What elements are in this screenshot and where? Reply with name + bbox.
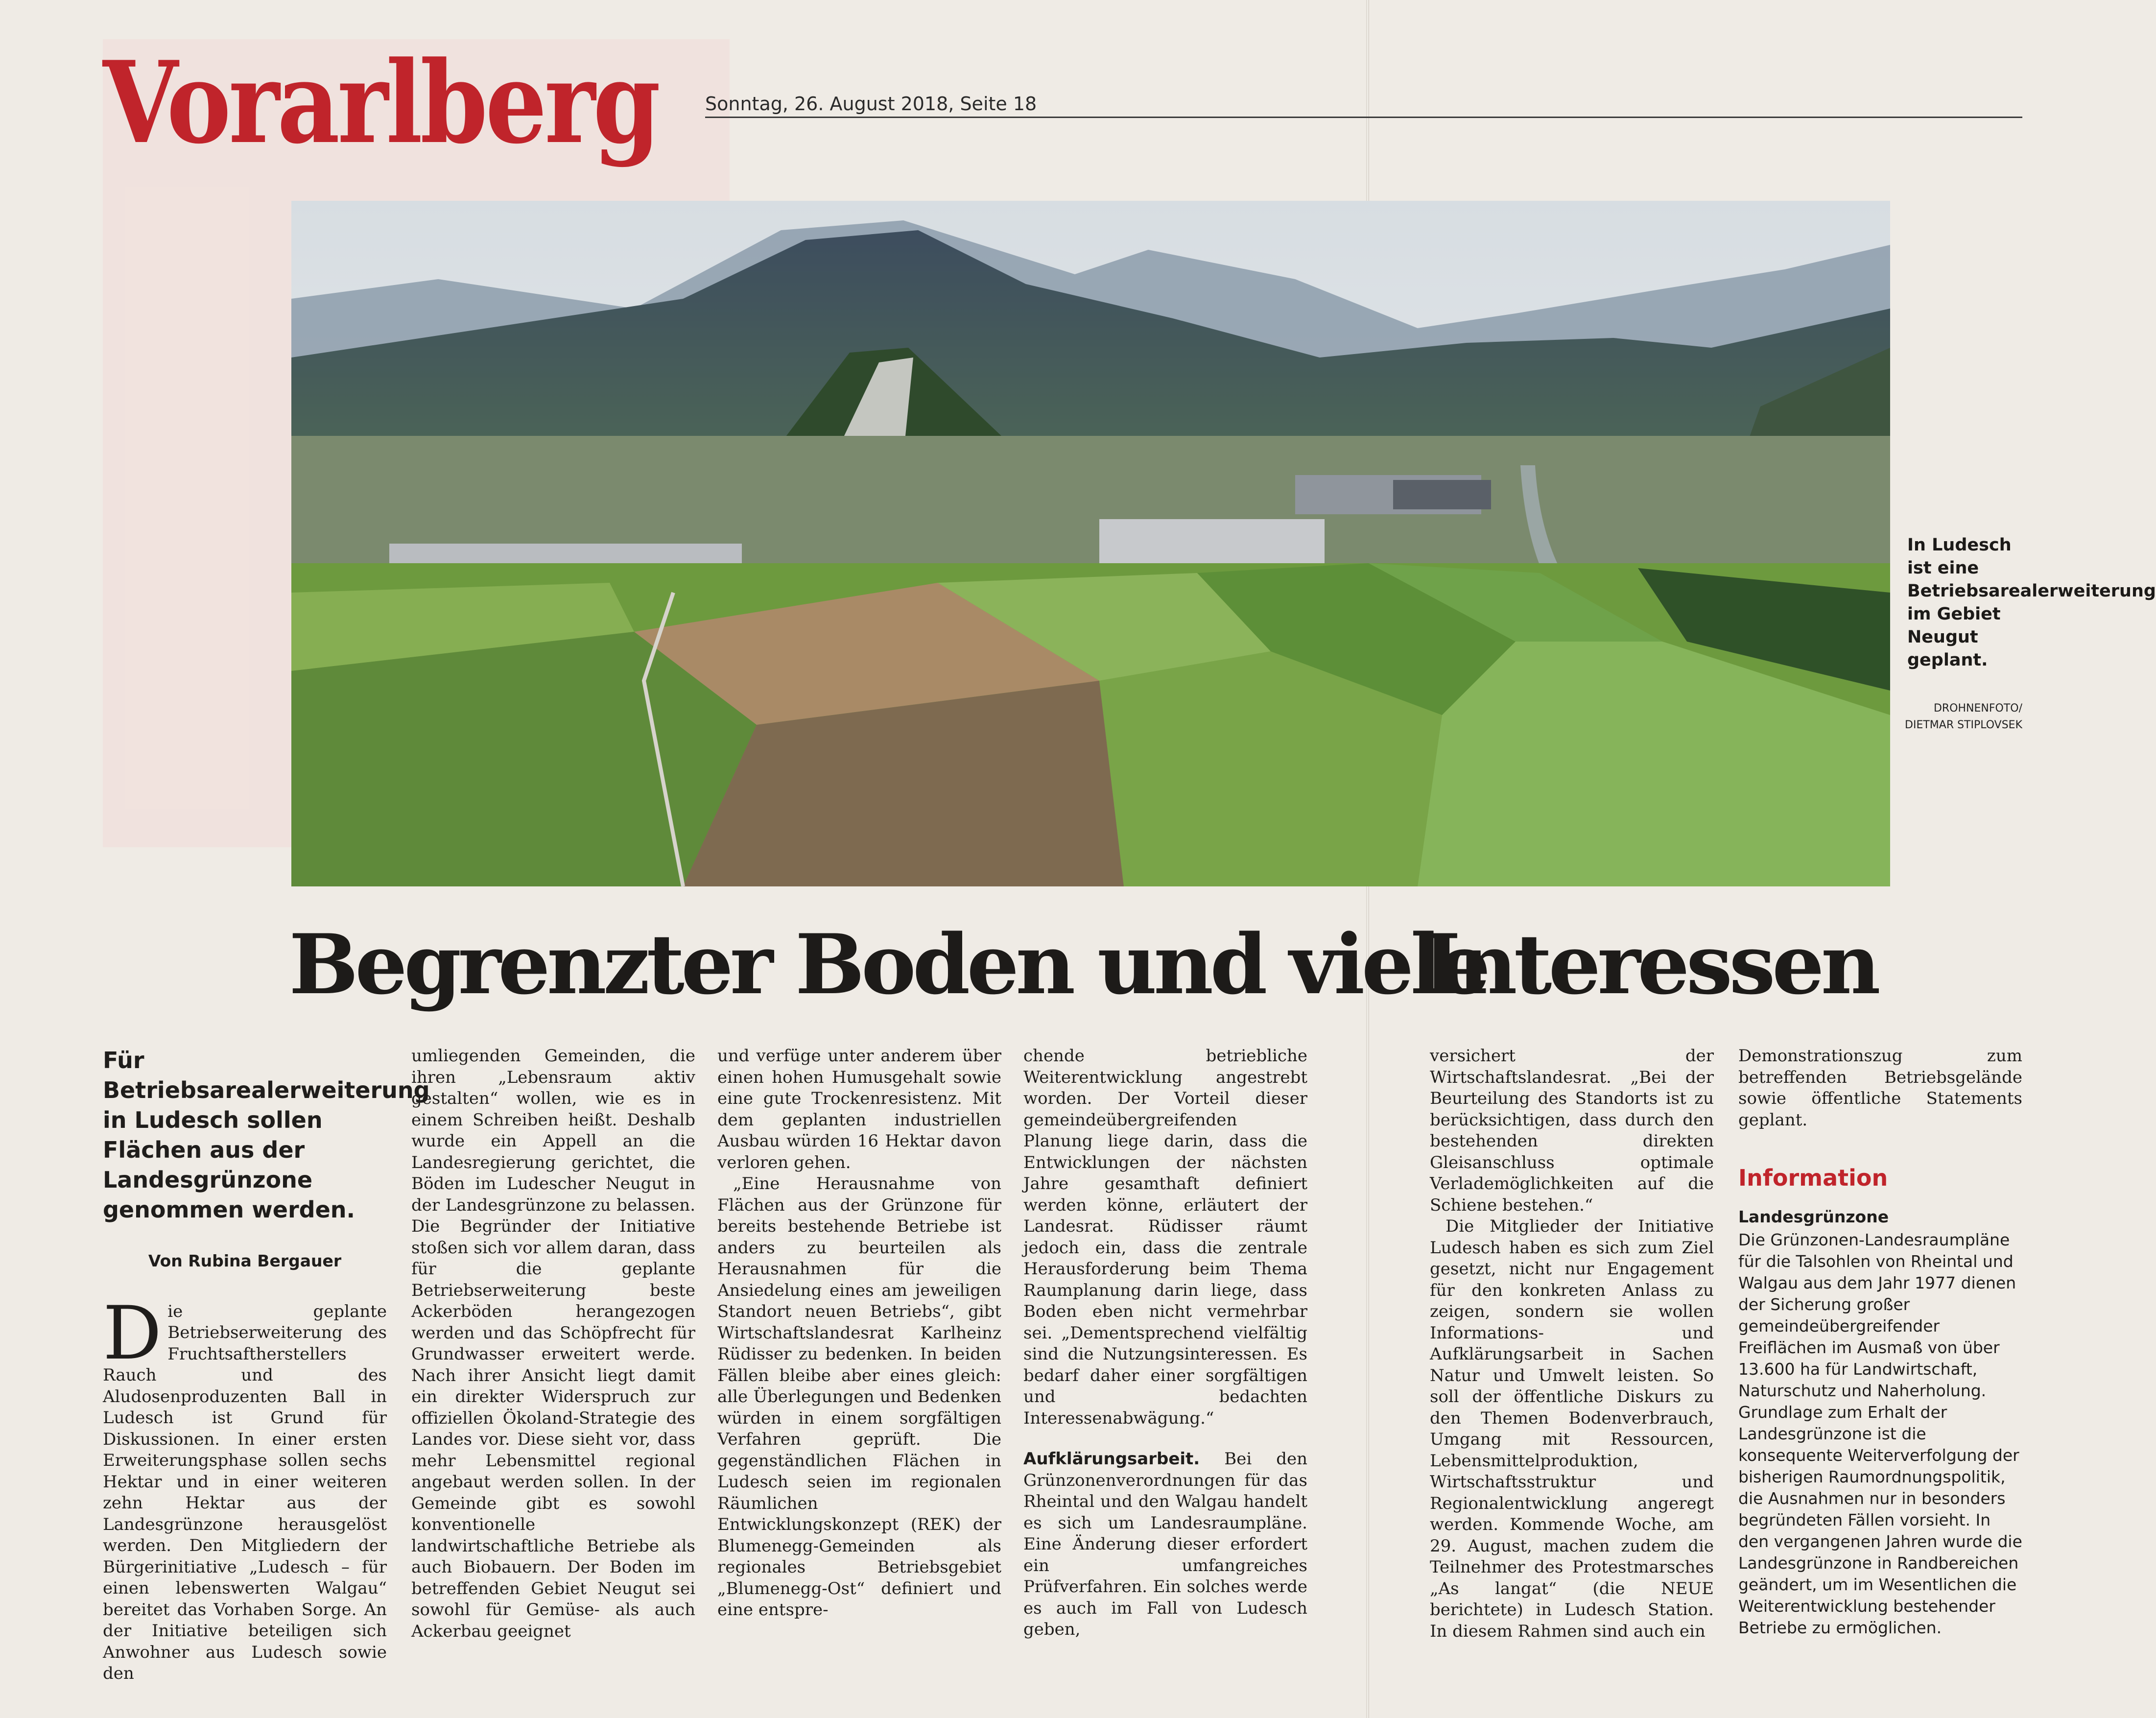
info-box-heading: Information [1738,1165,1888,1191]
headline-left: Begrenzter Boden und viele [289,916,1488,1013]
byline: Von Rubina Bergauer [148,1251,342,1270]
drop-cap: D [103,1290,162,1376]
info-box-subheading: Landesgrünzone [1738,1207,1889,1226]
column-3 [717,1046,1001,1621]
paragraph-intro [103,1290,387,1685]
photo-credit-line2: DIETMAR STIPLOVSEK [1905,719,2022,731]
column-1 [103,1046,430,1685]
headline-right: Interessen [1422,916,1877,1013]
photo-credit [1900,700,2022,734]
info-box-text: Die Grünzonen-Landesraumpläne für die Talsohlen von Rheintal und Walgau aus dem Jahr 1977 dienen der Sicherung großer gemeindeübergreifender Freiflächen im Ausmaß von über 13.600 ha für Landwirtschaft, Naturschutz und Naherholung. Grundlage zum Erhalt der Landesgrünzone ist die konsequente Weiterverfolgung der bisherigen Raumordnungspolitik, die Ausnahmen nur in besonders begründeten Fällen vorsieht. In den vergangenen Jahren wurde die Landesgrünzone in Randbereichen geändert, um im Wesentlichen die Weiterentwicklung bestehender Betriebe zu ermöglichen. [1738,1230,2022,1637]
subhead-aufklaerungsarbeit: Aufklärungsarbeit. [1023,1449,1200,1469]
header-rule [705,117,2022,118]
column-6 [1738,1046,2022,1639]
col5-paragraph-2: Die Mitglieder der Initiative Ludesch haben es sich zum Ziel gesetzt, nicht nur Engagement für den konkreten Anlass zu zeigen, sondern sie wollen Informations- und Aufklärungsarbeit in Sachen Natur und Umwelt leisten. So soll der öffentliche Diskurs zu den Themen Bodenverbrauch, Umgang mit Ressourcen, Lebensmittelproduktion, Wirtschaftsstruktur und Regionalentwicklung angeregt werden. Kommende Woche, am 29. August, machen zudem die Teilnehmer des Protestmarsches „As langat“ (die NEUE berichtete) in Ludesch Station. In diesem Rahmen sind auch ein [1430,1217,1714,1641]
col3-paragraph-2: „Eine Herausnahme von Flächen aus der Grünzone für bereits bestehende Betriebe ist anders zu beurteilen als Herausnahmen für die Ansiedelung eines am jeweiligen Standort neuen Betriebs“, gibt Wirtschaftslandesrat Karlheinz Rüdisser zu bedenken. In beiden Fällen bleibe aber eines gleich: alle Überlegungen und Bedenken würden in einem sorgfältigen Verfahren geprüft. Die gegenständlichen Flächen in Ludesch seien im regionalen Räumlichen Entwicklungskonzept (REK) der Blumenegg-Gemeinden als regionales Betriebsgebiet „Blumenegg-Ost“ definiert und eine entspre- [717,1174,1001,1620]
column-2 [411,1046,695,1642]
col4-paragraph-1: chende betriebliche Weiterentwicklung angestrebt worden. Der Vorteil dieser gemeindeübergreifenden Planung liege darin, dass die Entwicklungen der nächsten Jahre gesamthaft definiert werden könne, erläutert der Landesrat. Rüdisser räumt jedoch ein, dass die zentrale Herausforderung beim Thema Raumplanung darin liege, dass Boden eben nicht vermehrbar sei. „Dementsprechend vielfältig sind die Nutzungsinteressen. Es bedarf daher einer sorgfältigen und bedachten Interessenabwägung.“ [1023,1046,1307,1428]
col5-paragraph-1: versichert der Wirtschaftslandesrat. „Bei der Beurteilung des Standorts ist zu berücksichtigen, dass durch den bestehenden direkten Gleisanschluss optimale Verlademöglichkeiten auf die Schiene bestehen.“ [1430,1046,1714,1215]
section-masthead: Vorarlberg [103,37,659,169]
teaser: Für Betriebsarealerweiterung in Ludesch sollen Flächen aus der Landesgrünzone genommen werden. [103,1047,430,1223]
col2-text: umliegenden Gemeinden, die ihren „Lebensraum aktiv gestalten“ wollen, wie es in einem Schreiben heißt. Deshalb wurde ein Appell an die Landesregierung gerichtet, die Böden im Ludescher Neugut in der Landesgrünzone zu belassen. Die Begründer der Initiative stoßen sich vor allem daran, dass für die geplante Betriebserweiterung beste Ackerböden herangezogen werden und das Schöpfrecht für Grundwasser erweitert werde. Nach ihrer Ansicht liegt damit ein direkter Widerspruch zur offiziellen Ökoland-Strategie des Landes vor. Diese sieht vor, dass mehr Lebensmittel regional angebaut werden sollen. In der Gemeinde gibt es sowohl konventionelle landwirtschaftliche Betriebe als auch Biobauern. Der Boden im betreffenden Gebiet Neugut sei sowohl für Gemüse- als auch Ackerbau geeignet [411,1046,695,1641]
photo-credit-line1: DROHNENFOTO/ [1933,702,2022,715]
col1-text: ie geplante Betriebserweiterung des Fruchtsaftherstellers Rauch und des Aludosenproduzenten Ball in Ludesch ist Grund für Diskussionen. In einer ersten Erweiterungsphase sollen sechs Hektar und in einer weiteren zehn Hektar aus der Landesgrünzone herausgelöst werden. Den Mitgliedern der Bürgerinitiative „Ludesch – für einen lebenswerten Walgau“ bereitet das Vorhaben Sorge. An der Initiative beteiligen sich Anwohner aus Ludesch sowie den [103,1301,387,1683]
landscape-illustration [291,201,1890,886]
date-line: Sonntag, 26. August 2018, Seite 18 [705,93,1037,115]
col4-paragraph-2 [1023,1449,1307,1641]
column-5 [1430,1046,1714,1642]
col4-paragraph-2-text: Bei den Grünzonenverordnungen für das Rheintal und den Walgau handelt es sich um Landesraumpläne. Eine Änderung dieser erfordert ein umfangreiches Prüfverfahren. Ein solches werde es auch im Fall von Ludesch geben, [1023,1449,1308,1639]
photo-caption: In Ludesch ist eine Betriebsarealerweiterung im Gebiet Neugut geplant. [1907,535,2156,670]
col3-paragraph-1: und verfüge unter anderem über einen hohen Humusgehalt sowie eine gute Trockenresistenz. Mit dem geplanten industriellen Ausbau würden 16 Hektar davon verloren gehen. [717,1046,1001,1172]
aerial-photo [291,201,1890,886]
column-4 [1023,1046,1307,1641]
col6-text: Demonstrationszug zum betreffenden Betriebsgelände sowie öffentliche Statements geplant. [1738,1046,2022,1130]
